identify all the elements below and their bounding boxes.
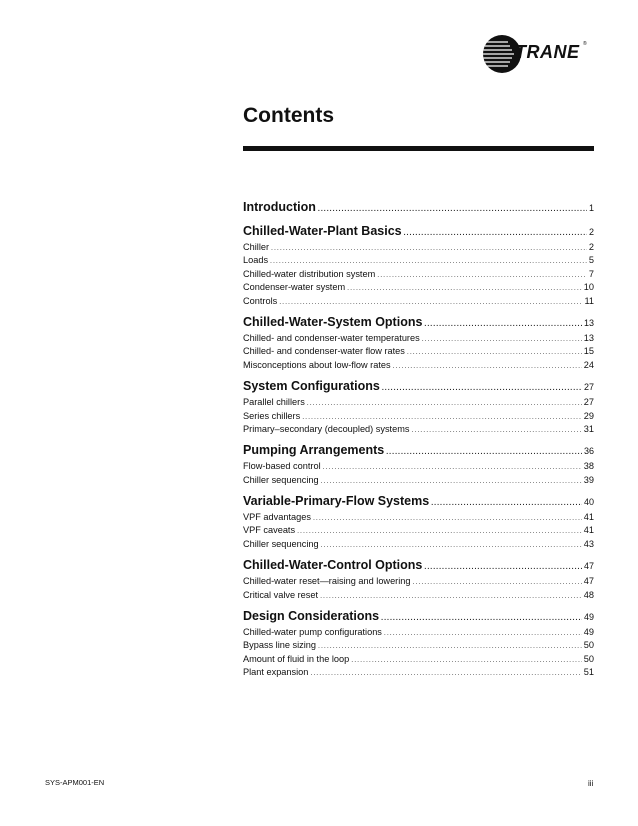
toc-section-entry-title: System Configurations	[243, 379, 380, 394]
toc-section-entry-title: Chilled-Water-System Options	[243, 314, 423, 329]
toc-sub-entry-page: 7	[588, 268, 594, 279]
dot-leader	[422, 333, 582, 346]
toc-sub-entry-title: Condenser-water system	[243, 282, 346, 293]
toc-sub-entry-title: Chilled-water pump configurations	[243, 627, 382, 638]
toc-section-entry-page: 27	[583, 382, 594, 393]
dot-leader	[404, 224, 587, 243]
dot-leader	[270, 255, 587, 268]
toc-sub-entry-page: 41	[583, 525, 594, 536]
toc-sub-entry[interactable]	[243, 241, 594, 254]
toc-sub-entry-title: Chiller sequencing	[243, 474, 319, 485]
toc-section-entry-page: 47	[583, 561, 594, 572]
toc-section-entry-title: Design Considerations	[243, 609, 380, 624]
toc-section-entry[interactable]	[243, 556, 594, 575]
dot-leader	[318, 640, 582, 653]
toc-sub-entry-page: 39	[583, 474, 594, 485]
dot-leader	[323, 461, 582, 474]
page-number: iii	[588, 779, 594, 788]
toc-sub-entry[interactable]	[243, 589, 594, 602]
toc-sub-entry[interactable]	[243, 410, 594, 423]
dot-leader	[386, 443, 582, 462]
toc-section-entry-page: 36	[583, 446, 594, 457]
toc-sub-entry[interactable]	[243, 423, 594, 436]
toc-sub-entry-page: 11	[584, 295, 594, 306]
document-id: SYS-APM001-EN	[45, 778, 105, 787]
dot-leader	[411, 424, 581, 437]
dot-leader	[424, 558, 582, 577]
dot-leader	[431, 494, 582, 513]
toc-sub-entry[interactable]	[243, 332, 594, 345]
toc-sub-entry[interactable]	[243, 511, 594, 524]
toc-section	[243, 607, 594, 680]
toc-sub-entry-page: 50	[583, 640, 594, 651]
toc-sub-entry-title: Series chillers	[243, 410, 301, 421]
toc-sub-entry-title: Plant expansion	[243, 667, 309, 678]
toc-sub-entry-page: 31	[583, 423, 594, 434]
toc-sub-entry-page: 15	[583, 346, 594, 357]
toc-sub-entry-title: Flow-based control	[243, 461, 321, 472]
toc-sub-entry-title: Primary–secondary (decoupled) systems	[243, 423, 410, 434]
page-title: Contents	[243, 104, 334, 127]
dot-leader	[347, 282, 582, 295]
toc-sub-entry-title: Chiller sequencing	[243, 538, 319, 549]
toc-sub-entry[interactable]	[243, 626, 594, 639]
toc-sub-entry[interactable]	[243, 254, 594, 267]
toc-sub-entry-title: Parallel chillers	[243, 397, 305, 408]
dot-leader	[279, 296, 582, 309]
toc-section	[243, 313, 594, 372]
toc-sub-entry[interactable]	[243, 524, 594, 537]
toc-sub-entry-page: 43	[583, 538, 594, 549]
toc-sub-entry[interactable]	[243, 474, 594, 487]
dot-leader	[424, 315, 582, 334]
toc-sub-entry[interactable]	[243, 396, 594, 409]
toc-section-entry-title: Introduction	[243, 200, 316, 214]
toc-sub-entry[interactable]	[243, 359, 594, 372]
trane-logo	[482, 34, 594, 74]
toc-sub-entry-title: Chilled- and condenser-water flow rates	[243, 346, 405, 357]
toc-sub-entry-page: 5	[588, 255, 594, 266]
toc-sub-entry[interactable]	[243, 295, 594, 308]
toc-section-entry-page: 40	[583, 497, 594, 508]
toc-sub-entry[interactable]	[243, 281, 594, 294]
toc-sub-entry[interactable]	[243, 666, 594, 679]
dot-leader	[313, 512, 582, 525]
toc-sub-entry[interactable]	[243, 575, 594, 588]
toc-section-entry[interactable]	[243, 492, 594, 511]
toc-sub-entry-title: Chilled-water distribution system	[243, 268, 376, 279]
toc-sub-entry[interactable]	[243, 268, 594, 281]
toc-sub-entry[interactable]	[243, 538, 594, 551]
toc-section	[243, 377, 594, 436]
dot-leader	[297, 525, 582, 538]
toc-section	[243, 492, 594, 551]
registered-mark: ®	[583, 41, 587, 47]
table-of-contents	[243, 196, 594, 685]
toc-sub-entry-title: Critical valve reset	[243, 589, 319, 600]
toc-section-entry[interactable]	[243, 313, 594, 332]
toc-sub-entry-page: 50	[583, 653, 594, 664]
dot-leader	[321, 539, 582, 552]
toc-sub-entry-title: Controls	[243, 295, 278, 306]
dot-leader	[307, 397, 582, 410]
toc-section-entry-page: 2	[588, 227, 594, 237]
toc-sub-entry-page: 2	[588, 242, 594, 252]
dot-leader	[302, 411, 582, 424]
toc-sub-entry-title: Chiller	[243, 242, 270, 252]
toc-section-entry-page: 1	[588, 203, 594, 213]
toc-section-entry-title: Chilled-Water-Plant Basics	[243, 224, 402, 238]
toc-sub-entry-page: 41	[583, 512, 594, 523]
toc-sub-entry-page: 13	[583, 332, 594, 343]
brand-wordmark: TRANE	[515, 42, 580, 62]
toc-sub-entry-title: Loads	[243, 255, 269, 266]
dot-leader	[382, 379, 582, 398]
dot-leader	[413, 576, 582, 589]
toc-sub-entry-page: 24	[583, 359, 594, 370]
toc-sub-entry-page: 27	[583, 397, 594, 408]
toc-section	[243, 556, 594, 602]
toc-section	[243, 198, 594, 217]
toc-sub-entry-page: 38	[583, 461, 594, 472]
dot-leader	[271, 242, 587, 255]
toc-sub-entry-page: 49	[583, 627, 594, 638]
toc-sub-entry[interactable]	[243, 460, 594, 473]
title-rule	[243, 146, 594, 151]
toc-section-entry-title: Pumping Arrangements	[243, 443, 385, 458]
dot-leader	[321, 475, 582, 488]
toc-sub-entry-page: 48	[583, 589, 594, 600]
toc-sub-entry-page: 29	[583, 410, 594, 421]
dot-leader	[318, 200, 587, 219]
toc-sub-entry-title: Bypass line sizing	[243, 640, 317, 651]
toc-section-entry-title: Chilled-Water-Control Options	[243, 558, 423, 573]
toc-section-entry-page: 13	[583, 317, 594, 328]
toc-sub-entry-page: 51	[583, 667, 594, 678]
toc-sub-entry-page: 10	[583, 282, 594, 293]
toc-section	[243, 441, 594, 487]
toc-section-entry[interactable]	[243, 377, 594, 396]
dot-leader	[310, 667, 581, 680]
toc-sub-entry[interactable]	[243, 345, 594, 358]
toc-section-entry[interactable]	[243, 198, 594, 217]
toc-sub-entry-title: Amount of fluid in the loop	[243, 653, 350, 664]
toc-section-entry-title: Variable-Primary-Flow Systems	[243, 494, 430, 509]
toc-sub-entry-title: Misconceptions about low-flow rates	[243, 359, 391, 370]
dot-leader	[351, 654, 582, 667]
dot-leader	[377, 269, 587, 282]
toc-sub-entry-page: 47	[583, 576, 594, 587]
toc-sub-entry[interactable]	[243, 639, 594, 652]
toc-section	[243, 222, 594, 308]
dot-leader	[381, 609, 582, 628]
toc-section-entry[interactable]	[243, 607, 594, 626]
toc-sub-entry-title: Chilled-water reset—raising and lowering	[243, 576, 411, 587]
dot-leader	[320, 590, 582, 603]
toc-section-entry-page: 49	[583, 612, 594, 623]
toc-sub-entry-title: Chilled- and condenser-water temperatures	[243, 332, 420, 343]
toc-sub-entry-title: VPF caveats	[243, 525, 296, 536]
toc-sub-entry-title: VPF advantages	[243, 512, 311, 523]
toc-section-entry[interactable]	[243, 222, 594, 241]
dot-leader	[393, 360, 582, 373]
dot-leader	[407, 346, 582, 359]
toc-sub-entry[interactable]	[243, 653, 594, 666]
dot-leader	[384, 627, 582, 640]
toc-section-entry[interactable]	[243, 441, 594, 460]
